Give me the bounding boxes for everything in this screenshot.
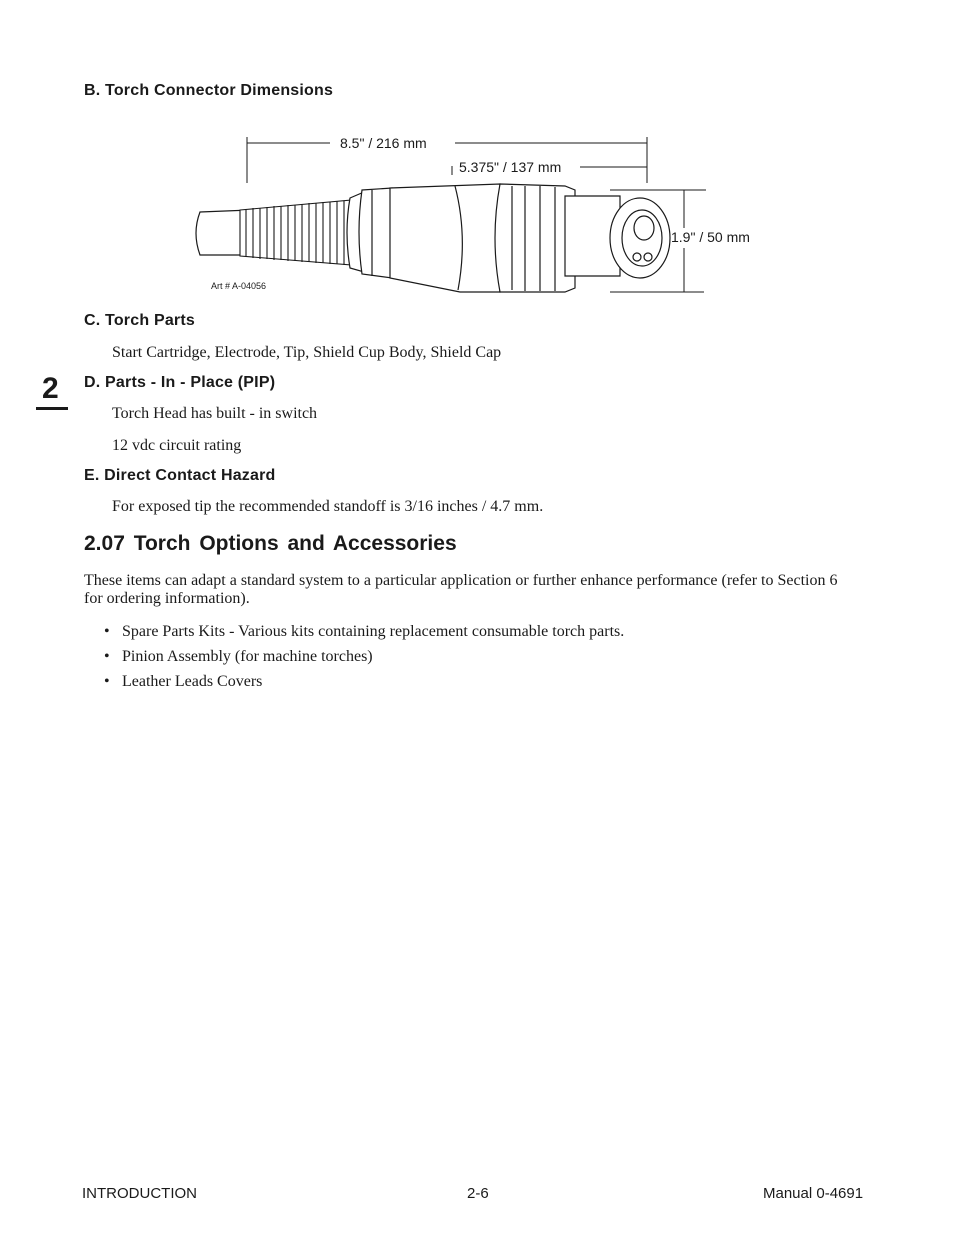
- section-207-intro-line-1: These items can adapt a standard system to a particular application or further enhance performance (refer to Section 6: [84, 572, 838, 589]
- dim-overall-label: 8.5" / 216 mm: [340, 135, 427, 151]
- footer-page-number: 2-6: [467, 1185, 489, 1202]
- section-d-heading: D. Parts - In - Place (PIP): [84, 374, 276, 391]
- connector-nut: [495, 184, 575, 292]
- section-d-line-2: 12 vdc circuit rating: [112, 437, 242, 454]
- chapter-tab-bar: [36, 407, 68, 410]
- section-b-heading: B. Torch Connector Dimensions: [84, 82, 334, 99]
- list-item: • Leather Leads Covers: [104, 673, 624, 698]
- dim-diameter-label: 1.9" / 50 mm: [671, 229, 750, 245]
- torch-connector-diagram: [0, 0, 954, 300]
- footer-manual-number: Manual 0-4691: [763, 1185, 864, 1202]
- strain-relief: [240, 200, 352, 265]
- section-c-text: Start Cartridge, Electrode, Tip, Shield Cup Body, Shield Cap: [112, 344, 502, 361]
- section-c-heading: C. Torch Parts: [84, 312, 195, 329]
- section-e-heading: E. Direct Contact Hazard: [84, 467, 276, 484]
- section-e-text: For exposed tip the recommended standoff is 3/16 inches / 4.7 mm.: [112, 498, 544, 515]
- section-d-line-1: Torch Head has built - in switch: [112, 405, 318, 422]
- connector-collar: [347, 188, 392, 278]
- list-item: • Pinion Assembly (for machine torches): [104, 648, 624, 673]
- section-207-title: 2.07 Torch Options and Accessories: [84, 532, 457, 555]
- section-207-intro: [84, 572, 884, 608]
- accessories-list: [104, 623, 624, 698]
- section-207-intro-line-2: for ordering information).: [84, 590, 250, 607]
- dim-partial-label: 5.375" / 137 mm: [459, 159, 562, 175]
- connector-body: [390, 184, 500, 292]
- art-number-label: Art # A-04056: [211, 281, 267, 291]
- connector-face: [565, 196, 670, 278]
- footer-section-name: INTRODUCTION: [82, 1185, 197, 1202]
- list-item: • Spare Parts Kits - Various kits containing replacement consumable torch parts.: [104, 623, 624, 648]
- chapter-tab-number: 2: [42, 372, 59, 405]
